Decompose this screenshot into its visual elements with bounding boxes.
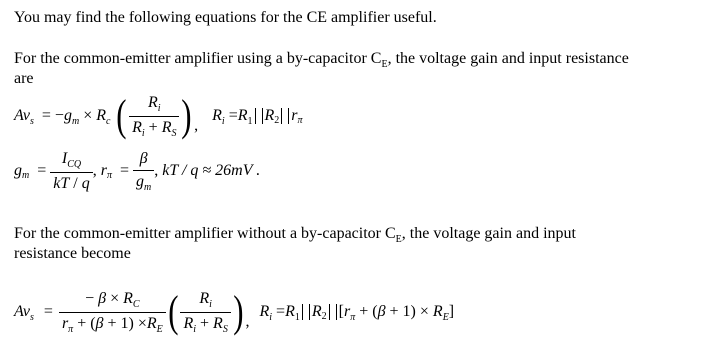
equation-gain-bypass: $Av_s$ = $-g_m \times R_c$ ( $\frac{R_i}{R_i + R_S}$ ) , $R_i =R_1$ R 2 r π (14, 91, 303, 140)
thermal-voltage-text: kT / q ≈ 26mV . (162, 162, 261, 179)
bypass-heading-line2: are (14, 70, 34, 87)
bypass-heading-line1 (14, 49, 629, 71)
intro-text: You may find the following equations for the CE amplifier useful. (14, 9, 437, 26)
bypass-heading-sub: E (381, 59, 388, 70)
equation-gain-no-bypass: $Av_s$ = $\frac{- \beta \times R_C}{r_\pi + (\beta + 1) \times R_E}$ ( $\frac{R_i}{R_i + R_S}$ ) , $R_i =R_1$ R 2 $[r_\pi + (\beta + 1) \times R_E]$ (14, 287, 455, 336)
bypass-heading-text: For the common-emitter amplifier using a by-capacitor C (14, 50, 382, 67)
no-bypass-heading-line2: resistance become (14, 245, 131, 262)
no-bypass-heading-line1 (14, 224, 576, 246)
no-bypass-heading-rest: , the voltage gain and input (401, 225, 576, 242)
no-bypass-heading-text: For the common-emitter amplifier without a by-capacitor C (14, 225, 396, 242)
bypass-heading-rest: , the voltage gain and input resistance (387, 50, 629, 67)
no-bypass-heading-sub: E (395, 234, 402, 245)
equation-gm: g m = $\frac{I_{CQ}}{kT / q}$ , r π = $\frac{\beta}{g_m}$ , kT / q ≈ 26mV . (14, 149, 261, 193)
